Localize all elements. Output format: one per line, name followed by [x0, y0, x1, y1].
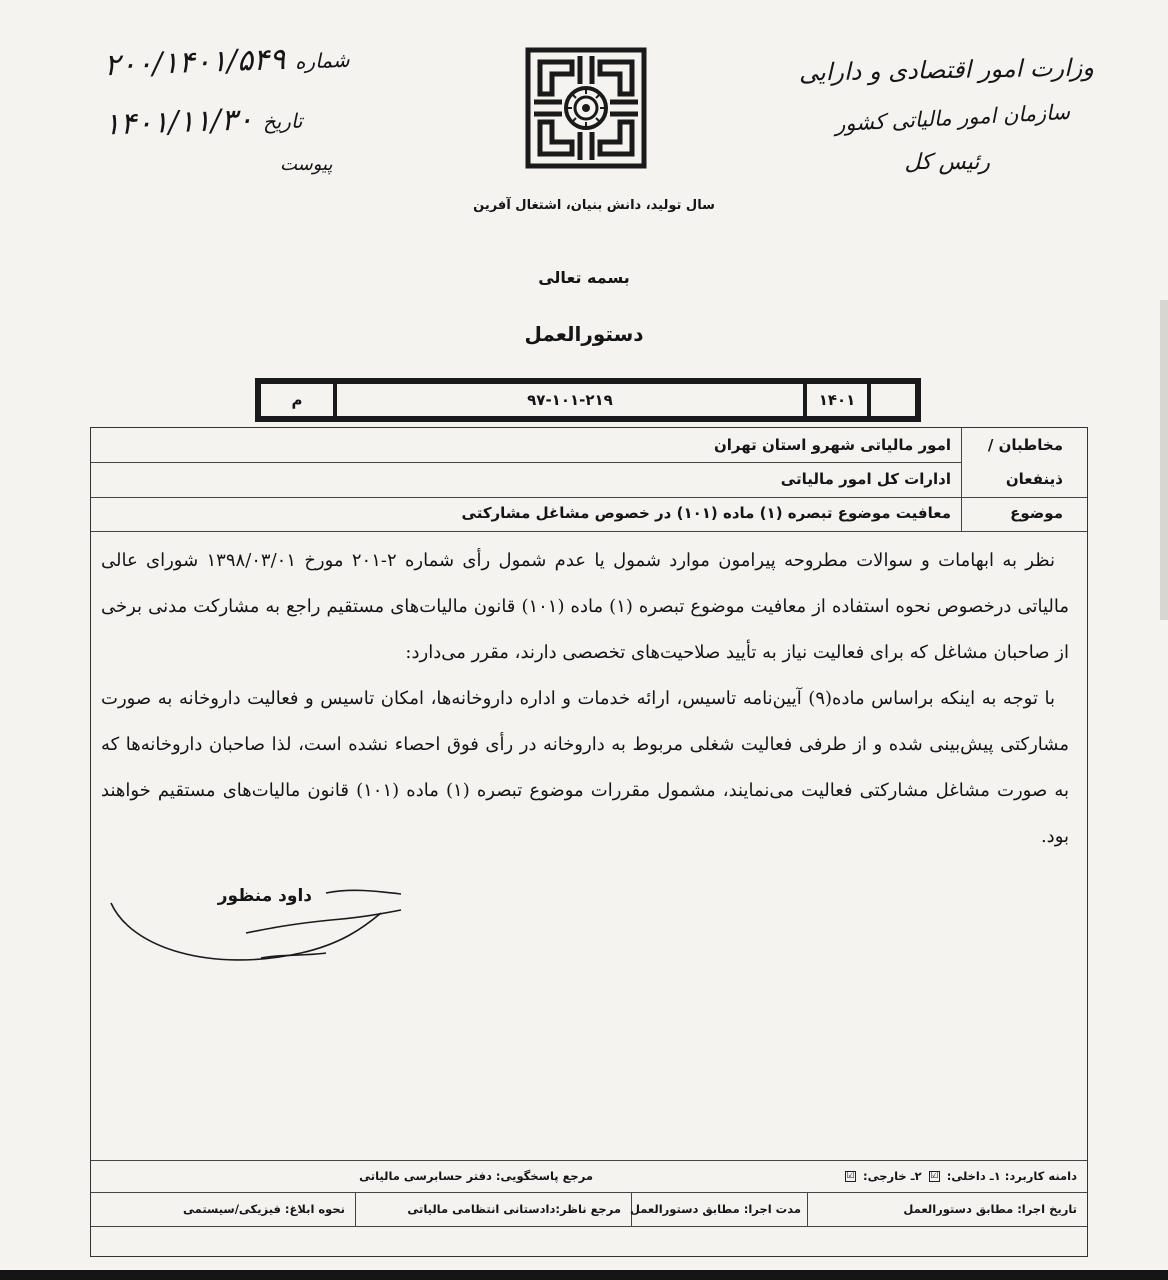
- number-label: شماره: [294, 47, 350, 74]
- document-title: دستورالعمل: [524, 322, 644, 346]
- strip-blank: [871, 384, 915, 416]
- attachment-label: پیوست: [280, 154, 333, 175]
- internal-checkbox-icon: ☑: [930, 1171, 939, 1181]
- instruction-number-strip: [255, 378, 921, 422]
- supervising-authority: مرجع ناظر:دادستانی انتظامی مالیاتی: [407, 1202, 621, 1216]
- recipient-1: امور مالیاتی شهرو استان تهران: [713, 436, 951, 454]
- recipients-row: [91, 428, 1087, 498]
- execution-date: تاریخ اجرا: مطابق دستورالعمل: [903, 1202, 1077, 1216]
- paragraph-2: با توجه به اینکه براساس ماده(۹) آیین‌نامه تاسیس، ارائه خدمات و اداره داروخانه‌ها، امکان تاسیس و فعالیت داروخانه به صورت مشارکتی پیش‌بینی شده و از طرفی فعالیت شغلی مربوط به داروخانه در رأی فوق احصاء نشده است، لذا صاحبان داروخانه‌ها که به صورت مشاغل مشارکتی فعالیت می‌نمایند، مشمول مقررات موضوع تبصره (۱) ماده (۱۰۱) قانون مالیات‌های مستقیم خواهند بود.: [101, 688, 1070, 847]
- reference-office: مرجع پاسخگویی: دفتر حسابرسی مالیاتی: [359, 1169, 593, 1183]
- signature-icon: [101, 858, 431, 998]
- strip-m: م: [261, 384, 333, 416]
- subject-row: [91, 498, 1087, 532]
- page-edge: [1160, 300, 1168, 620]
- organization-name: سازمان امور مالیاتی کشور: [834, 99, 1071, 137]
- date-label: تاریخ: [262, 108, 303, 134]
- external-checkbox-icon: ☑: [846, 1171, 855, 1181]
- number-value: ۲۰۰/۱۴۰۱/۵۴۹: [103, 41, 286, 84]
- letter-date: [103, 101, 303, 143]
- subject-text: معافیت موضوع تبصره (۱) ماده (۱۰۱) در خصوص مشاغل مشارکتی: [461, 504, 951, 522]
- tax-organization-logo-icon: [522, 44, 650, 172]
- instruction-body-box: [90, 427, 1088, 1257]
- scope-external-label: ۲ـ خارجی:: [862, 1169, 922, 1183]
- scope-of-application: [842, 1169, 1077, 1183]
- year-slogan: سال تولید، دانش بنیان، اشتغال آفرین: [473, 198, 715, 213]
- letter-number: [103, 40, 350, 84]
- signer-name: داود منظور: [217, 886, 312, 906]
- strip-year: ۱۴۰۱: [807, 384, 867, 416]
- basmala: بسمه تعالی: [538, 268, 630, 287]
- recipients-label-1: مخاطبان /: [987, 436, 1063, 454]
- strip-code: ۹۷-۱۰۱-۲۱۹: [337, 384, 803, 416]
- paragraph-1: نظر به ابهامات و سوالات مطروحه پیرامون موارد شمول یا عدم شمول رأی شماره ۲-۲۰۱ مورخ ۱۳۹۸/۰۳/۰۱ شورای عالی مالیاتی درخصوص نحوه استفاده از معافیت موضوع تبصره (۱) ماده (۱۰۱) قانون مالیات‌های مستقیم راجع به مشارکت مدنی برخی از صاحبان مشاغل که برای فعالیت نیاز به تأیید صلاحیت‌های تخصصی دارند، مقرر می‌دارد:: [101, 550, 1070, 663]
- recipients-label-2: ذینفعان: [1005, 470, 1063, 488]
- notification-method: نحوه ابلاغ: فیزیکی/سیستمی: [182, 1202, 345, 1216]
- instruction-text: [101, 538, 1069, 860]
- ministry-name: وزارت امور اقتصادی و دارایی: [798, 53, 1095, 87]
- bottom-bar: [0, 1270, 1168, 1280]
- position-title: رئیس کل: [904, 150, 990, 175]
- date-value: ۱۴۰۱/۱۱/۳۰: [103, 102, 254, 143]
- scope-label: دامنه کاربرد: ۱ـ داخلی:: [946, 1169, 1077, 1183]
- execution-duration: مدت اجرا: مطابق دستورالعمل: [629, 1202, 801, 1216]
- recipient-2: ادارات کل امور مالیاتی: [780, 470, 951, 488]
- subject-label: موضوع: [1010, 504, 1063, 522]
